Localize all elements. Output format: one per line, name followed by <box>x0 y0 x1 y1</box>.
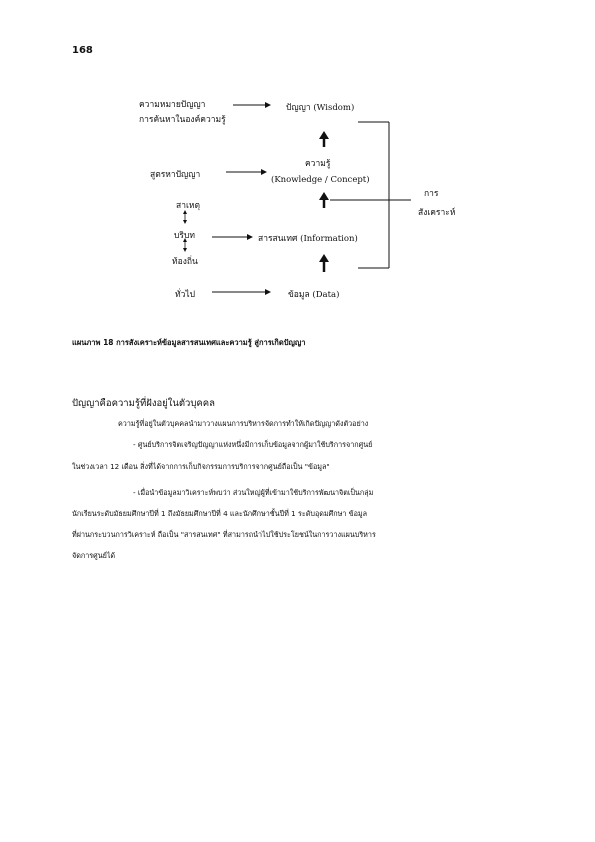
paragraph-3-line-2: นักเรียนระดับมัธยมศึกษาปีที่ 1 ถึงมัธยมศึกษาปีที่ 4 และนักศึกษาชั้นปีที่ 1 ระดับอุดมศึกษา ข้อมูล <box>72 509 368 518</box>
small-arrow-1 <box>183 210 187 224</box>
label-wisdom: ปัญญา (Wisdom) <box>286 103 355 113</box>
label-general: ทั่วไป <box>175 290 196 300</box>
label-locality: ท้องถิ่น <box>172 257 198 267</box>
paragraph-3-line-3: ที่ผ่านกระบวนการวิเคราะห์ ถือเป็น "สารสนเทศ" ที่สามารถนำไปใช้ประโยชน์ในการวางแผนบริหาร <box>72 530 376 539</box>
up-arrow-knowledge-to-wisdom <box>319 131 329 147</box>
label-meaning-of-wisdom: ความหมายปัญญา <box>139 100 206 110</box>
paragraph-3-line-4: จัดการศูนย์ได้ <box>72 551 116 560</box>
paragraph-1-line-1: ความรู้ที่อยู่ในตัวบุคคลนำมาวางแผนการบริหารจัดการทำให้เกิดปัญญาดังตัวอย่าง <box>118 419 369 428</box>
label-knowledge-en: (Knowledge / Concept) <box>271 175 370 185</box>
label-knowledge-th: ความรู้ <box>305 159 331 169</box>
label-ask-wisdom: สูตรหาปัญญา <box>150 170 201 180</box>
up-arrow-data-to-information <box>319 254 329 272</box>
figure-caption: แผนภาพ 18 การสังเคราะห์ข้อมูลสารสนเทศและความรู้ สู่การเกิดปัญญา <box>72 338 306 347</box>
page-number: 168 <box>72 45 93 56</box>
paragraph-2-line-1: - ศูนย์บริการจิตเจริญปัญญาแห่งหนึ่งมีการเก็บข้อมูลจากผู้มาใช้บริการจากศูนย์ <box>133 440 373 449</box>
label-context: สาเหตุ <box>176 201 200 211</box>
label-data: ข้อมูล (Data) <box>288 290 340 300</box>
label-search-knowledge: การค้นหาในองค์ความรู้ <box>139 115 226 125</box>
synthesis-bracket <box>330 122 411 268</box>
paragraph-2-line-2: ในช่วงเวลา 12 เดือน สิ่งที่ได้จากการเก็บกิจกรรมการบริการจากศูนย์ถือเป็น "ข้อมูล" <box>72 462 330 471</box>
label-synthesis-1: การ <box>424 189 439 199</box>
up-arrow-information-to-knowledge <box>319 192 329 208</box>
paragraph-3-line-1: - เมื่อนำข้อมูลมาวิเคราะห์พบว่า ส่วนใหญ่ผู้ที่เข้ามาใช้บริการพัฒนาจิตเป็นกลุ่ม <box>133 488 374 497</box>
label-situation: บริบท <box>174 231 195 241</box>
label-synthesis-2: สังเคราะห์ <box>418 208 456 218</box>
label-information: สารสนเทศ (Information) <box>258 234 358 244</box>
section-heading: ปัญญาคือความรู้ที่ฝังอยู่ในตัวบุคคล <box>72 398 215 409</box>
